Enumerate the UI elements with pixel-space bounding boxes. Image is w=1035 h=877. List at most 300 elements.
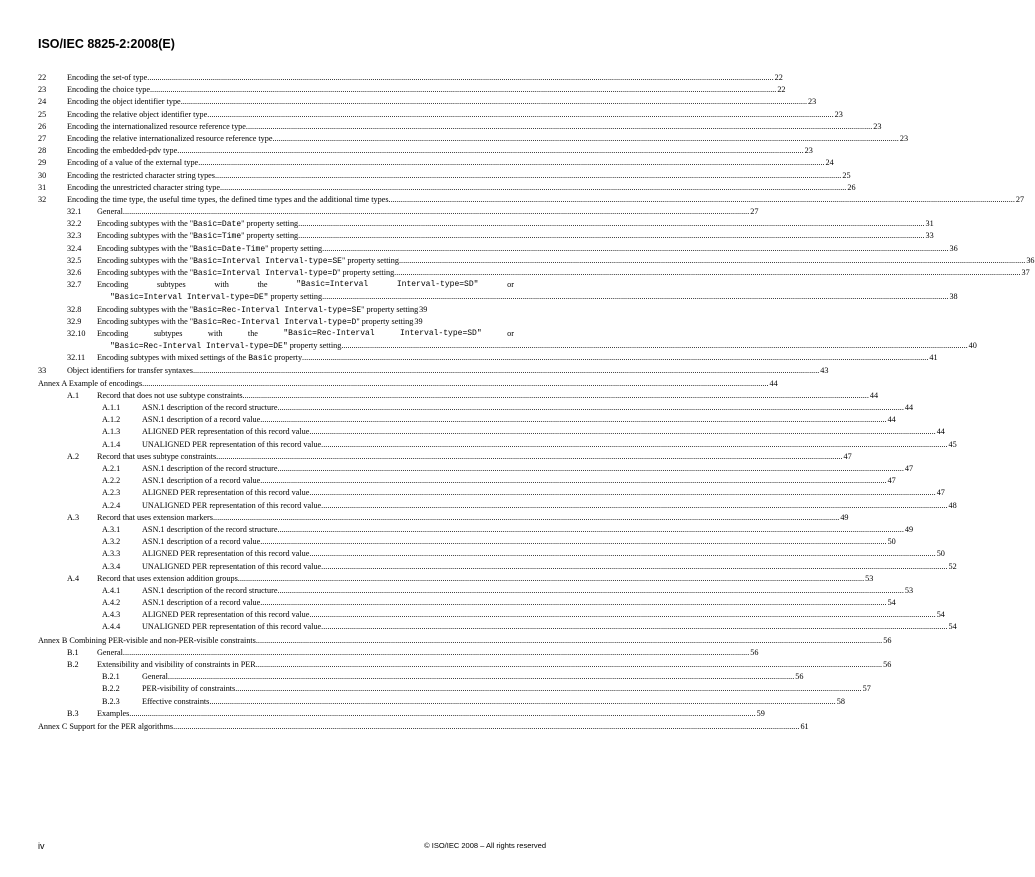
toc-entry-text: PER-visibility of constraints [142,684,236,694]
toc-entry-page: 22 [774,73,783,82]
toc-entry-page: 23 [804,146,813,156]
toc-entry-number: A.2 [67,451,80,461]
toc-entry-page: 56 [883,635,892,645]
toc-entry[interactable] [38,512,849,524]
toc-entry-text: Encoding the time type, the useful time types, the defined time types and the additional time types [67,194,389,204]
dot-leader [260,475,886,487]
toc-entry-title [142,414,260,426]
toc-entry-title [67,145,177,157]
dot-leader [322,243,948,255]
toc-entry[interactable] [38,439,957,451]
toc-entry-page: 54 [936,610,945,620]
toc-entry-number: 29 [38,158,47,168]
toc-entry[interactable] [38,561,957,573]
toc-entry-code: Basic=Time [193,232,242,242]
toc-entry-code: Basic=Interval Interval-type=SE [193,256,342,266]
toc-entry-page: 39 [414,316,423,326]
toc-entry-text: Encoding subtypes with the " [97,243,194,253]
toc-entry-title [142,671,168,683]
toc-entry-number: 32.6 [67,268,82,277]
toc-entry-title [38,721,173,733]
toc-entry-text: Encoding the relative internationalized resource reference type [67,133,273,143]
dot-leader [150,84,776,96]
toc-entry-number: A.2.2 [102,476,121,486]
dot-leader [302,352,928,364]
toc-entry-title [142,609,309,621]
toc-entry-page: 54 [887,598,896,608]
toc-entry-page: 33 [925,231,934,241]
toc-entry[interactable] [38,230,934,242]
toc-entry-title [110,292,322,301]
toc-entry-page: 22 [777,85,786,95]
toc-entry[interactable] [38,157,834,169]
toc-entry-text: ALIGNED PER representation of this record value [142,549,310,559]
toc-entry[interactable] [38,255,1035,267]
toc-entry-page: 61 [800,721,809,731]
toc-entry-text: Effective constraints [142,696,210,706]
toc-entry-number: A.3.4 [102,561,121,571]
toc-entry-code: Basic=Interval Interval-type=D [193,269,338,278]
toc-entry[interactable] [38,291,958,303]
toc-entry-word: the [257,280,268,290]
toc-entry-number: 32.4 [67,243,82,253]
toc-entry-title [67,109,207,121]
toc-entry[interactable] [38,609,945,621]
toc-entry-page: 44 [936,427,945,437]
toc-entry[interactable] [38,267,1030,279]
dot-leader [309,487,935,499]
toc-entry-page: 36 [1026,255,1035,265]
toc-entry[interactable] [38,548,945,560]
dot-leader [389,194,1015,206]
toc-entry-code: Basic=Date [193,220,242,230]
toc-entry-text: ASN.1 description of the record structure [142,524,278,534]
toc-entry[interactable] [38,647,759,659]
toc-entry[interactable] [38,84,786,96]
dot-leader [321,439,947,451]
toc-entry-text: Encoding subtypes with the " [97,304,194,314]
dot-leader [142,378,768,390]
toc-entry-text: Object identifiers for transfer syntaxes [67,365,193,375]
toc-entry-text: ASN.1 description of a record value [142,415,261,425]
dot-leader [209,696,835,708]
toc-entry-text: Encoding subtypes with the " [97,316,194,326]
toc-entry[interactable] [38,121,882,133]
toc-entry-number: 25 [38,109,47,119]
toc-entry-title [142,402,278,414]
toc-entry-text: Record that uses extension markers [97,512,213,522]
toc-entry-number: B.2.2 [102,684,120,694]
toc-entry-code: Basic=Date-Time [193,244,266,254]
dot-leader [216,451,842,463]
dot-leader [215,170,841,182]
toc-entry-title [67,194,389,206]
toc-entry[interactable] [38,585,914,597]
toc-entry-text: " property setting [341,255,399,265]
toc-entry-page: 56 [883,660,892,669]
toc-entry[interactable] [38,390,879,402]
toc-entry-text: Encoding the choice type [67,85,150,95]
toc-entry-page: 36 [949,243,958,253]
toc-entry[interactable] [38,500,957,512]
toc-entry-title [142,585,278,597]
toc-entry[interactable] [38,109,843,121]
toc-entry-number: 28 [38,146,47,156]
toc-entry-text: Record that uses extension addition groups [97,573,238,583]
toc-entry-text: Encoding subtypes with the " [97,255,194,265]
toc-entry[interactable] [38,621,957,633]
toc-entry-text: UNALIGNED PER representation of this record value [142,439,322,449]
toc-entry-title [97,659,256,671]
toc-entry-text: General [97,207,123,217]
dot-leader [220,182,846,194]
toc-entry[interactable] [38,365,829,377]
toc-entry-page: 26 [847,182,856,192]
dot-leader [235,683,861,695]
toc-entry-page: 37 [1021,268,1030,277]
page-number: iv [38,841,45,851]
dot-leader [278,402,904,414]
toc-entry-page: 23 [873,121,882,131]
toc-entry-text: Encoding the embedded-pdv type [67,146,178,156]
toc-entry-number: 31 [38,182,47,192]
toc-entry-title [67,182,220,194]
toc-entry-word: subtypes [157,280,186,290]
toc-entry-page: 48 [948,500,957,510]
dot-leader [260,414,886,426]
toc-entry[interactable] [38,635,892,647]
toc-entry-title [97,573,238,585]
toc-entry-title [142,439,321,451]
toc-entry-number: A.1.2 [102,415,121,425]
toc-entry-word: with [207,328,223,338]
toc-entry[interactable] [38,402,914,414]
dot-leader [207,109,833,121]
dot-leader [278,524,904,536]
toc-entry-title [97,206,123,218]
toc-entry-text: " property setting [361,304,419,314]
toc-entry[interactable] [38,721,809,733]
dot-leader [321,500,947,512]
dot-leader [243,390,869,402]
toc-entry-title [38,635,256,647]
dot-leader [238,573,864,585]
toc-entry-title [142,487,309,499]
dot-leader [321,561,947,573]
toc-entry-text: General [142,672,168,682]
toc-entry-page: 56 [795,672,804,682]
dot-leader [246,121,872,133]
toc-entry-number: 32.2 [67,219,82,229]
toc-entry-title [97,647,123,659]
toc-entry-text: UNALIGNED PER representation of this record value [142,500,322,510]
toc-entry-text: property [272,353,303,363]
toc-entry-text: Encoding the restricted character string types [67,170,215,180]
toc-entry-number: B.2.1 [102,672,120,682]
toc-entry-text: Encoding the internationalized resource reference type [67,121,246,131]
toc-entry-text: Encoding of a value of the external type [67,158,199,168]
toc-entry-title [67,170,215,182]
toc-entry-text: Encoding subtypes with the " [97,219,194,229]
toc-entry-page: 52 [948,561,957,571]
toc-entry-number: 23 [38,85,47,95]
dot-leader [168,671,794,683]
dot-leader [278,585,904,597]
toc-entry-number: 32.5 [67,255,82,265]
toc-entry[interactable] [38,683,871,695]
dot-leader [278,463,904,475]
toc-entry-text: ASN.1 description of a record value [142,476,261,486]
toc-entry-page: 44 [769,378,778,388]
toc-entry-number: B.2.3 [102,696,120,706]
toc-entry-text: ASN.1 description of the record structure [142,403,278,413]
toc-entry-text: UNALIGNED PER representation of this record value [142,561,322,571]
toc-entry-number: A.1.1 [102,403,121,413]
toc-entry-text: Record that does not use subtype constraints [97,390,243,400]
toc-entry-page: 50 [936,549,945,559]
toc-entry[interactable] [38,182,856,194]
toc-entry[interactable] [38,597,896,609]
toc-entry-title [97,390,243,402]
toc-entry-text: property setting [287,341,342,351]
toc-entry-page: 47 [904,464,914,473]
toc-entry-page: 57 [862,684,871,694]
dot-leader [399,255,1025,267]
toc-entry-number: B.2 [67,660,79,669]
toc-entry-text: " property setting [241,219,299,229]
toc-entry-word: or [507,280,514,290]
toc-entry-page: 53 [904,585,914,595]
toc-entry-number: A.2.4 [102,500,121,510]
toc-entry[interactable] [38,475,896,487]
dot-leader [394,267,1020,279]
dot-leader [260,536,886,548]
dot-leader [129,708,755,720]
toc-entry-page: 40 [968,341,977,351]
dot-leader [321,621,947,633]
toc-entry-word: Interval-type=SD" [396,280,479,290]
toc-entry-page: 56 [750,647,759,657]
toc-entry-text: ASN.1 description of a record value [142,598,261,608]
toc-entry[interactable] [38,696,845,708]
toc-entry-word: Encoding [97,280,129,290]
toc-entry[interactable] [38,573,874,585]
toc-entry-title [110,341,341,350]
toc-entry[interactable] [38,708,765,720]
toc-entry[interactable] [38,536,896,548]
toc-entry-page: 45 [948,439,957,449]
toc-entry-text: Extensibility and visibility of constraints in PER [97,660,256,669]
toc-entry[interactable] [38,243,958,255]
toc-entry-text: ALIGNED PER representation of this record value [142,610,310,620]
toc-entry-word: Encoding [97,328,129,338]
toc-entry-page: 49 [904,524,914,534]
toc-entry[interactable] [38,133,909,145]
toc-entry-title [142,500,321,512]
toc-entry-page: 47 [936,488,945,498]
toc-entry-page: 44 [904,403,914,413]
dot-leader [213,512,839,524]
toc-entry-text: Examples [97,708,130,718]
toc-entry[interactable] [38,659,892,671]
toc-entry-number: 30 [38,170,47,180]
toc-entry-number: A.4.4 [102,622,121,632]
toc-entry-word: with [214,280,229,290]
toc-entry-text: " property setting [356,316,414,326]
toc-entry-text: Encoding the unrestricted character string type [67,182,220,192]
toc-entry-number: 27 [38,133,47,143]
toc-entry-title [97,451,216,463]
toc-entry-number: 32.3 [67,231,82,241]
toc-entry-number: 32.11 [67,353,86,363]
toc-entry[interactable] [38,316,514,328]
toc-entry-page: 43 [820,365,829,375]
toc-entry[interactable] [38,352,938,364]
dot-leader [256,635,882,647]
toc-entry-number: A.3.2 [102,537,121,547]
toc-entry-title [142,621,321,633]
toc-entry-title [142,536,260,548]
dot-leader [341,341,967,350]
toc-entry-page: 38 [949,292,958,302]
toc-entry-page: 27 [750,207,759,217]
toc-entry[interactable] [38,194,1025,206]
dot-leader [273,133,899,145]
toc-entry-number: A.3.1 [102,524,121,534]
toc-entry-title [142,597,260,609]
dot-leader [309,609,935,621]
toc-entry[interactable] [38,426,945,438]
toc-entry-number: 32.1 [67,207,82,217]
toc-entry-word: the [247,328,258,338]
toc-entry-page: 47 [843,451,852,461]
toc-entry-title [67,96,181,108]
toc-entry[interactable] [38,206,759,218]
toc-entry-title [142,475,260,487]
toc-entry[interactable] [38,487,945,499]
dot-leader [123,206,749,218]
toc-entry[interactable] [38,340,977,352]
toc-entry-number: A.4.1 [102,585,121,595]
toc-entry-page: 50 [887,537,896,547]
toc-entry-title [67,121,246,133]
toc-entry[interactable] [38,304,514,316]
table-of-contents [38,72,1035,733]
toc-entry-page: 25 [842,170,851,180]
dot-leader [309,426,935,438]
toc-entry-text: Encoding the relative object identifier type [67,109,208,119]
toc-entry-code: Basic [248,354,273,364]
dot-leader [181,96,807,108]
toc-entry-title [67,72,147,84]
toc-entry-word: "Basic=Rec-Interval [283,328,375,338]
toc-entry[interactable] [38,671,804,683]
toc-entry-number: A.1 [67,390,80,400]
toc-entry-page: 54 [948,622,957,632]
toc-entry-text: ALIGNED PER representation of this record value [142,488,310,498]
toc-entry-title [67,84,150,96]
toc-entry-text: Encoding subtypes with mixed settings of the [97,353,249,363]
toc-entry-page: 24 [825,158,834,168]
toc-entry-code: Basic=Rec-Interval Interval-type=SE [193,305,362,315]
toc-entry-title [67,133,273,145]
document-id-header: ISO/IEC 8825-2:2008(E) [38,37,175,51]
toc-entry[interactable] [38,72,783,84]
toc-entry-page: 27 [1015,194,1025,204]
toc-entry[interactable] [38,218,934,230]
toc-entry[interactable] [38,378,778,390]
toc-entry-page: 59 [756,708,765,718]
dot-leader [177,145,803,157]
toc-entry-page: 23 [808,97,817,107]
dot-leader [123,647,749,659]
toc-entry-text: ASN.1 description of a record value [142,537,261,547]
toc-entry[interactable] [38,170,851,182]
toc-entry-word: "Basic=Interval [296,280,369,290]
toc-entry-title [142,524,278,536]
toc-entry-page: 41 [929,353,938,363]
toc-entry-number: A.1.3 [102,427,121,437]
toc-entry[interactable] [38,451,852,463]
toc-entry-page: 58 [836,696,845,706]
toc-entry-word: Interval-type=SD" [400,328,482,338]
toc-entry-number: 26 [38,121,47,131]
toc-entry-word: subtypes [153,328,183,338]
toc-entry[interactable] [38,279,514,291]
toc-entry-text: ASN.1 description of the record structure [142,585,278,595]
toc-entry-text: General [97,647,123,657]
dot-leader [198,157,824,169]
toc-entry-code: "Basic=Interval Interval-type=DE" [110,293,269,303]
dot-leader [298,230,924,242]
toc-entry-number: 33 [38,365,47,375]
toc-entry-title [97,708,129,720]
toc-entry-number: B.1 [67,647,79,657]
dot-leader [193,365,819,377]
toc-entry-number: 32.7 [67,280,82,290]
toc-entry-number: A.3.3 [102,549,121,559]
toc-entry-text: " property setting [241,231,299,241]
toc-entry-number: A.4 [67,573,80,583]
toc-entry-title [38,378,142,390]
toc-entry-text: ASN.1 description of the record structure [142,464,278,473]
toc-entry-page: 47 [887,476,896,486]
toc-entry-number: 32.8 [67,304,82,314]
dot-leader [309,548,935,560]
toc-entry-page: 31 [925,219,934,229]
toc-entry-word: or [507,328,514,338]
toc-entry-page: 23 [899,133,909,143]
toc-entry-page: 44 [887,415,896,425]
toc-entry-text: Annex C Support for the PER algorithms [38,721,174,731]
dot-leader [173,721,799,733]
toc-entry-title [142,683,235,695]
toc-entry[interactable] [38,524,914,536]
toc-entry-page: 49 [840,512,849,522]
toc-entry[interactable] [38,145,813,157]
toc-entry[interactable] [38,96,817,108]
toc-entry-number: A.3 [67,512,80,522]
dot-leader [322,292,948,301]
toc-entry[interactable] [38,414,896,426]
toc-entry-number: B.3 [67,708,79,718]
toc-entry-number: 32 [38,194,47,204]
toc-entry[interactable] [38,328,514,340]
dot-leader [256,659,882,671]
toc-entry-title [142,696,209,708]
toc-entry-text: Annex B Combining PER-visible and non-PER-visible constraints [38,635,256,645]
toc-entry[interactable] [38,463,914,475]
